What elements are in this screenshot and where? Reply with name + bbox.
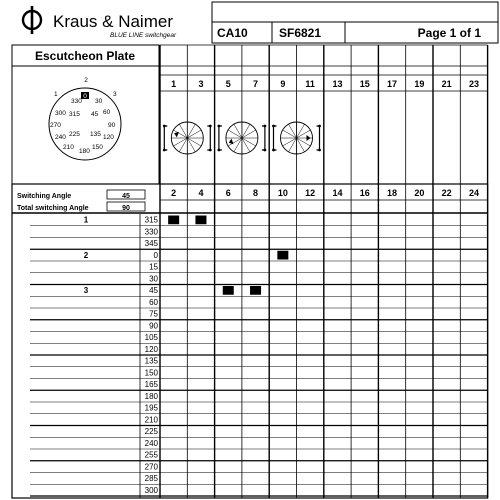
dial-position-1: 1 (54, 91, 58, 98)
terminal-label-top: 3 (198, 79, 204, 89)
brand-subtitle: BLUE LINE switchgear (110, 32, 177, 39)
row-angle: 270 (144, 462, 158, 472)
row-angle: 45 (149, 286, 158, 296)
escutcheon-panel (12, 45, 159, 184)
terminal-label-bottom: 4 (198, 188, 204, 198)
table-row (30, 239, 488, 249)
terminal-label-bottom: 16 (359, 188, 370, 198)
page-indicator: Page 1 of 1 (417, 26, 481, 40)
table-row (30, 380, 488, 390)
table-row (30, 357, 488, 367)
row-angle: 285 (144, 474, 158, 484)
terminal-label-top: 19 (414, 79, 425, 89)
terminal-label-top: 17 (387, 79, 398, 89)
terminal-label-top: 21 (441, 79, 452, 89)
terminal-label-top: 13 (332, 79, 343, 89)
dial-angle: 300 (55, 110, 66, 117)
header-block (212, 2, 498, 43)
table-row (30, 462, 488, 472)
row-angle: 255 (144, 450, 158, 460)
dial-angle: 270 (50, 122, 61, 129)
terminal-label-bottom: 8 (253, 188, 259, 198)
dial-position-3: 3 (113, 91, 117, 98)
row-angle: 300 (144, 485, 158, 495)
table-row (30, 251, 488, 261)
table-row (30, 486, 488, 496)
table-row (30, 474, 488, 484)
row-angle: 195 (144, 403, 158, 413)
dial-angle: 240 (55, 134, 66, 141)
closed-contact (277, 251, 288, 260)
terminal-label-bottom: 14 (332, 188, 343, 198)
dial-angle: 60 (103, 109, 111, 116)
cam-disc-icon (272, 122, 321, 154)
terminal-label-bottom: 22 (441, 188, 452, 198)
closed-contact (223, 286, 234, 295)
table-row (30, 368, 488, 378)
terminal-label-bottom: 12 (305, 188, 316, 198)
brand-block (23, 6, 177, 39)
terminal-label-top: 23 (468, 79, 479, 89)
row-angle: 15 (149, 262, 158, 272)
cam-disc-icon (218, 122, 267, 154)
dial-angle: 120 (103, 134, 114, 141)
table-row (30, 263, 488, 273)
row-angle: 30 (149, 274, 158, 284)
drawing-number: SF6821 (279, 26, 322, 40)
dial-angle: 45 (91, 111, 99, 118)
dial-angle: 330 (71, 98, 82, 105)
table-row (30, 310, 488, 320)
dial-angle: 210 (63, 144, 74, 151)
row-angle: 225 (144, 427, 158, 437)
row-angle: 150 (144, 368, 158, 378)
table-row (30, 415, 488, 425)
row-position: 2 (83, 250, 89, 260)
dial-zero-marker: 0 (83, 93, 87, 100)
table-row (30, 216, 488, 226)
row-position: 1 (83, 215, 89, 225)
dial-angle: 315 (69, 111, 80, 118)
rows-frame (12, 184, 488, 498)
table-row (30, 404, 488, 414)
closed-contact (168, 216, 179, 225)
escutcheon-title: Escutcheon Plate (34, 49, 136, 63)
table-row (30, 227, 488, 237)
table-row (30, 286, 488, 296)
switching-angle-value: 45 (122, 193, 130, 200)
terminal-label-top: 7 (253, 79, 259, 89)
switching-angle-label: Switching Angle (17, 193, 72, 200)
dial-angle: 30 (95, 98, 103, 105)
terminal-label-bottom: 20 (414, 188, 425, 198)
total-switching-angle-label: Total switching Angle (17, 205, 89, 212)
switching-angle-block (17, 190, 145, 212)
row-position: 3 (83, 286, 89, 296)
closed-contact (250, 286, 261, 295)
model-code: CA10 (217, 26, 248, 40)
terminal-label-bottom: 2 (171, 188, 177, 198)
table-row (30, 427, 488, 437)
terminal-label-top: 9 (280, 79, 286, 89)
contact-grid (12, 45, 488, 498)
closed-contact (195, 216, 206, 225)
terminal-label-top: 1 (171, 79, 177, 89)
terminal-label-bottom: 24 (468, 188, 479, 198)
total-switching-angle-value: 90 (122, 205, 130, 212)
row-angle: 345 (144, 239, 158, 249)
row-angle: 90 (149, 321, 158, 331)
dial-angle: 150 (92, 144, 103, 151)
brand-name: Kraus & Naimer (53, 12, 173, 31)
table-row (30, 298, 488, 308)
row-angle: 330 (144, 227, 158, 237)
cam-disc-icon (163, 122, 212, 154)
table-row (30, 345, 488, 355)
dial-angle: 180 (79, 148, 90, 155)
dial-angle: 90 (108, 122, 116, 129)
row-angle: 165 (144, 380, 158, 390)
row-angle: 60 (149, 297, 158, 307)
dial-angle: 225 (69, 131, 80, 138)
table-row (30, 439, 488, 449)
row-angle: 210 (144, 415, 158, 425)
row-angle: 180 (144, 391, 158, 401)
kraus-naimer-logo-icon (23, 6, 41, 34)
row-angle: 120 (144, 344, 158, 354)
terminal-label-top: 5 (225, 79, 231, 89)
row-angle: 105 (144, 333, 158, 343)
table-row (30, 321, 488, 331)
position-rows (30, 214, 488, 498)
dial-position-2: 2 (84, 77, 88, 84)
terminal-label-bottom: 6 (225, 188, 231, 198)
dial-angle: 135 (90, 131, 101, 138)
row-angle: 315 (144, 215, 158, 225)
terminal-label-bottom: 18 (387, 188, 398, 198)
escutcheon-dial-icon (49, 77, 121, 160)
row-angle: 0 (153, 250, 158, 260)
terminal-label-top: 11 (305, 79, 315, 89)
terminal-label-bottom: 10 (277, 188, 288, 198)
table-row (30, 274, 488, 284)
table-row (30, 451, 488, 461)
cam-diagram (163, 122, 321, 154)
table-row (30, 392, 488, 402)
row-angle: 240 (144, 438, 158, 448)
terminal-label-top: 15 (359, 79, 370, 89)
table-row (30, 333, 488, 343)
row-angle: 75 (149, 309, 158, 319)
row-angle: 135 (144, 356, 158, 366)
